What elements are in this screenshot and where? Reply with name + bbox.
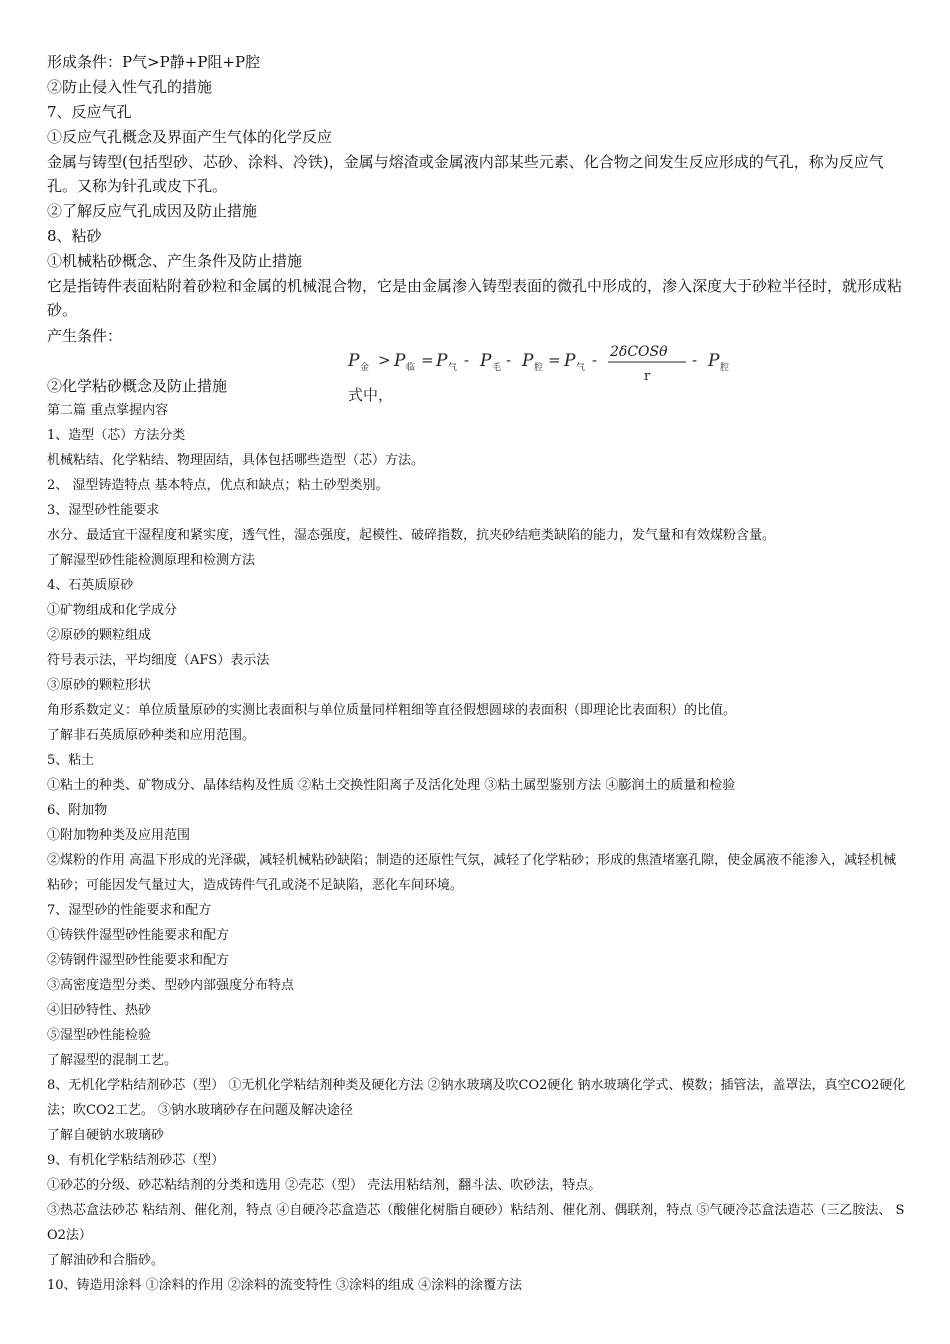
text-line: 了解湿型砂性能检测原理和检测方法 [47, 553, 256, 568]
text-line: 形成条件：P气>P静+P阻+P腔 [47, 53, 261, 71]
part-heading: 第二篇 重点掌握内容 [47, 403, 169, 418]
text-paragraph: 8、无机化学粘结剂砂芯（型） ①无机化学粘结剂种类及硬化方法 ②钠水玻璃及吹CO2硬化 钠水玻璃化学式、模数；插管法，盖罩法，真空CO2硬化法；吹CO2工艺。 ③钠水玻璃砂存在问题及解决途径 [47, 1078, 906, 1118]
text-line: 了解自硬钠水玻璃砂 [47, 1128, 165, 1143]
text-paragraph: 它是指铸件表面粘附着砂粒和金属的机械混合物，它是由金属渗入铸型表面的微孔中形成的，渗入深度大于砂粒半径时，就形成粘砂。 [47, 277, 903, 319]
text-line: 了解湿型的混制工艺。 [47, 1053, 178, 1068]
formula-symbol: P [436, 351, 448, 371]
formula-operator: = [548, 351, 561, 369]
section-heading: 7、反应气孔 [47, 103, 132, 121]
formula-operator: = [421, 351, 434, 369]
formula-numerator: 2δCOSθ [610, 344, 668, 360]
formula-symbol: P [564, 351, 576, 371]
text-line: ②防止侵入性气孔的措施 [47, 78, 213, 96]
text-line: 水分、最适宜干湿程度和紧实度，透气性，湿态强度，起模性、破碎指数，抗夹砂结疤类缺陷的能力，发气量和有效煤粉含量。 [47, 528, 776, 543]
text-line: ①砂芯的分级、砂芯粘结剂的分类和选用 ②壳芯（型） 壳法用粘结剂，翻斗法、吹砂法，特点。 [47, 1178, 602, 1193]
list-item: ①粘土的种类、矿物成分、晶体结构及性质 ②粘土交换性阳离子及活化处理 ③粘土属型鉴别方法 ④膨润土的质量和检验 [47, 778, 736, 793]
section-heading: 10、铸造用涂料 ①涂料的作用 ②涂料的流变特性 ③涂料的组成 ④涂料的涂覆方法 [47, 1278, 523, 1293]
text-paragraph: 金属与铸型(包括型砂、芯砂、涂料、冷铁)，金属与熔渣或金属液内部某些元素、化合物之间发生反应形成的气孔，称为反应气孔。又称为针孔或皮下孔。 [47, 153, 884, 195]
list-item: ⑤湿型砂性能检验 [47, 1028, 152, 1043]
formula-operator: - [506, 351, 512, 369]
list-item: ①附加物种类及应用范围 [47, 828, 191, 843]
formula-subscript: 临 [406, 363, 416, 373]
list-item: ③原砂的颗粒形状 [47, 678, 152, 693]
section-heading: 7、湿型砂的性能要求和配方 [47, 903, 212, 918]
formula-subscript: 金 [360, 363, 370, 373]
list-item: ①矿物组成和化学成分 [47, 603, 178, 618]
text-line: ①反应气孔概念及界面产生气体的化学反应 [47, 128, 333, 146]
section-heading: 8、粘砂 [47, 227, 102, 245]
formula-symbol: P [348, 351, 360, 371]
text-line: 机械粘结、化学粘结、物理固结，具体包括哪些造型（芯）方法。 [47, 453, 425, 468]
formula-subscript: 气 [448, 363, 458, 373]
section-heading: 5、粘土 [47, 753, 95, 768]
text-line: ①机械粘砂概念、产生条件及防止措施 [47, 252, 303, 270]
text-line: 了解油砂和合脂砂。 [47, 1253, 165, 1268]
formula-operator: - [692, 351, 698, 369]
text-paragraph: ③热芯盒法砂芯 粘结剂、催化剂，特点 ④自硬冷芯盒造芯（酸催化树脂自硬砂）粘结剂、催化剂、偶联剂，特点 ⑤气硬冷芯盒法造芯（三乙胺法、 SO2法） [47, 1203, 905, 1243]
formula-symbol: P [522, 351, 534, 371]
text-paragraph: ②煤粉的作用 高温下形成的光泽碳，减轻机械粘砂缺陷；制造的还原性气氛，减轻了化学粘砂；形成的焦渣堵塞孔隙，使金属液不能渗入，减轻机械粘砂；可能因发气量过大，造成铸件气孔或浇不足缺陷，恶化车间环境。 [47, 853, 897, 893]
text-line: ②化学粘砂概念及防止措施 [47, 377, 228, 395]
section-heading: 6、附加物 [47, 803, 108, 818]
formula-subscript: 气 [576, 363, 586, 373]
section-heading: 3、湿型砂性能要求 [47, 503, 160, 518]
text-line: 符号表示法，平均细度（AFS）表示法 [47, 653, 270, 668]
formula-symbol: P [394, 351, 406, 371]
formula-symbol: P [480, 351, 492, 371]
list-item: ①铸铁件湿型砂性能要求和配方 [47, 928, 230, 943]
formula-operator: - [464, 351, 470, 369]
section-heading: 2、 湿型铸造特点 基本特点，优点和缺点；粘土砂型类别。 [47, 478, 389, 493]
section-heading: 1、造型（芯）方法分类 [47, 428, 186, 443]
list-item: ③高密度造型分类、型砂内部强度分布特点 [47, 978, 295, 993]
text-line: 角形系数定义：单位质量原砂的实测比表面积与单位质量同样粗细等直径假想圆球的表面积（即理论比表面积）的比值。 [47, 703, 737, 718]
formula-operator: - [592, 351, 598, 369]
formula-operator: > [378, 351, 391, 369]
formula-note: 式中， [348, 386, 394, 404]
section-heading: 9、有机化学粘结剂砂芯（型） [47, 1153, 225, 1168]
formula-subscript: 腔 [720, 363, 730, 373]
formula-denominator: r [644, 369, 651, 384]
text-line: 产生条件： [47, 327, 123, 345]
formula-symbol: P [708, 351, 720, 371]
formula-subscript: 腔 [534, 363, 544, 373]
text-line: 了解非石英质原砂种类和应用范围。 [47, 728, 256, 743]
formula-subscript: 毛 [492, 363, 502, 373]
list-item: ②铸钢件湿型砂性能要求和配方 [47, 953, 230, 968]
section-heading: 4、石英质原砂 [47, 578, 134, 593]
list-item: ④旧砂特性、热砂 [47, 1003, 152, 1018]
text-line: ②了解反应气孔成因及防止措施 [47, 202, 258, 220]
list-item: ②原砂的颗粒组成 [47, 628, 152, 643]
